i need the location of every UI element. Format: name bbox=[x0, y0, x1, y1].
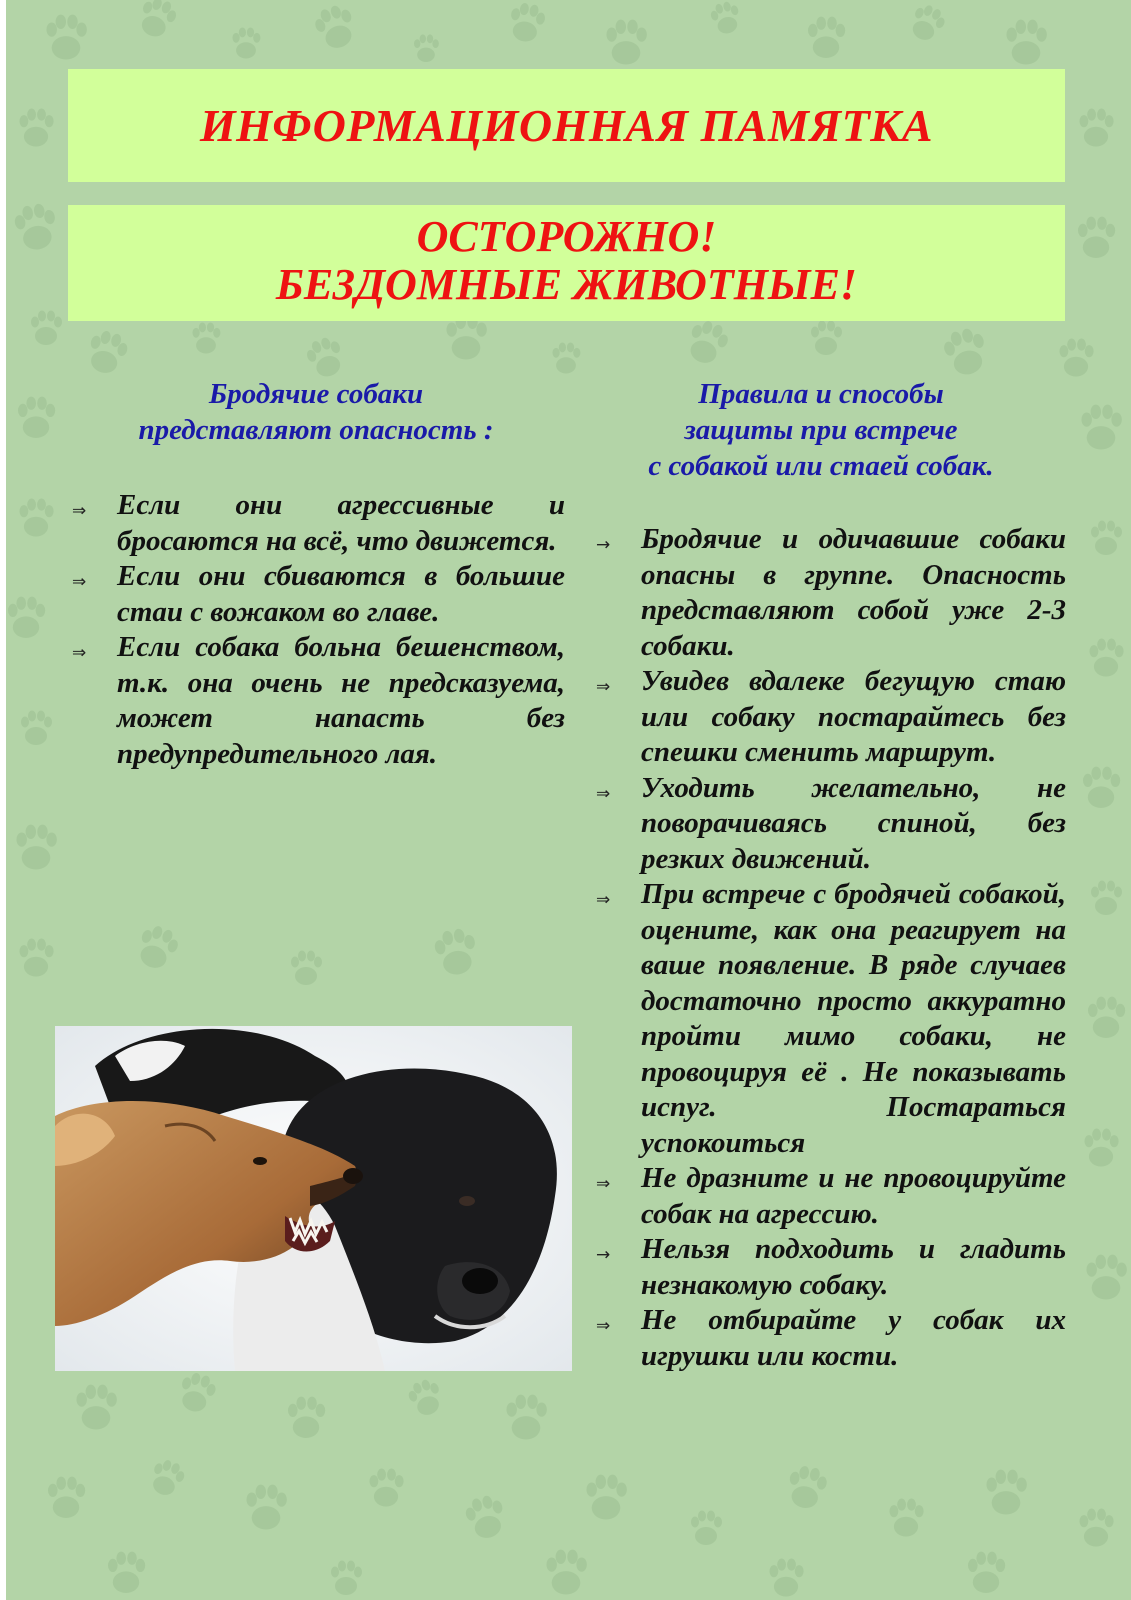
safety-rules-list bbox=[596, 522, 1066, 1374]
double-arrow-right-icon: ⇒ bbox=[72, 572, 87, 592]
left-column-heading bbox=[86, 376, 546, 448]
danger-list bbox=[72, 488, 565, 772]
snarling-dogs-photo bbox=[55, 1026, 572, 1371]
list-item: → Бродячие и одичавшие собаки опасны в группе. Опасность представляют собой уже 2-3 собаки. bbox=[596, 523, 1066, 662]
double-arrow-right-icon: ⇒ bbox=[596, 1316, 611, 1336]
list-item: ⇒ При встрече с бродячей собакой, оцените, как она реагирует на ваше появление. В ряде случаев достаточно просто аккуратно пройти мимо собаки, не провоцируя её . Не показывать испуг. Постараться успокоиться bbox=[596, 878, 1066, 1159]
double-arrow-right-icon: ⇒ bbox=[596, 1174, 611, 1194]
right-heading-line-3: с собакой или стаей собак. bbox=[648, 450, 994, 482]
double-arrow-right-icon: ⇒ bbox=[72, 643, 87, 663]
warning-banner bbox=[68, 205, 1065, 321]
dogs-illustration bbox=[55, 1026, 572, 1371]
list-item: ⇒ Уходить желательно, не поворачиваясь спиной, без резких движений. bbox=[596, 771, 1066, 875]
double-arrow-right-icon: ⇒ bbox=[596, 890, 611, 910]
arrow-right-icon: → bbox=[596, 535, 611, 555]
right-heading-line-2: защиты при встрече bbox=[684, 414, 958, 446]
left-heading-line-1: Бродячие собаки bbox=[208, 378, 424, 410]
double-arrow-right-icon: ⇒ bbox=[596, 677, 611, 697]
page-title: ИНФОРМАЦИОННАЯ ПАМЯТКА bbox=[199, 100, 934, 151]
warning-line-1: ОСТОРОЖНО! bbox=[416, 212, 717, 261]
right-column-heading bbox=[586, 376, 1056, 484]
double-arrow-right-icon: ⇒ bbox=[72, 501, 87, 521]
arrow-right-icon: → bbox=[596, 1245, 611, 1265]
leaflet-page bbox=[6, 0, 1131, 1600]
list-item: ⇒ Не отбирайте у собак их игрушки или кости. bbox=[596, 1304, 1066, 1372]
warning-line-2: БЕЗДОМНЫЕ ЖИВОТНЫЕ! bbox=[275, 260, 858, 309]
left-heading-line-2: представляют опасность : bbox=[138, 414, 494, 446]
list-item: ⇒ Не дразните и не провоцируйте собак на агрессию. bbox=[596, 1162, 1066, 1230]
list-item: → Нельзя подходить и гладить незнакомую собаку. bbox=[596, 1233, 1066, 1301]
list-item: ⇒ Если они агрессивные и бросаются на всё, что движется. bbox=[72, 489, 565, 557]
list-item: ⇒ Если они сбиваются в большие стаи с вожаком во главе. bbox=[72, 560, 565, 628]
double-arrow-right-icon: ⇒ bbox=[596, 783, 611, 804]
list-item: ⇒ Увидев вдалеке бегущую стаю или собаку постарайтесь без спешки сменить маршрут. bbox=[596, 665, 1066, 768]
right-heading-line-1: Правила и способы bbox=[698, 378, 944, 410]
list-item: ⇒ Если собака больна бешенством, т.к. она очень не предсказуема, может напасть без предупредительного лая. bbox=[72, 631, 565, 770]
title-banner bbox=[68, 69, 1065, 182]
